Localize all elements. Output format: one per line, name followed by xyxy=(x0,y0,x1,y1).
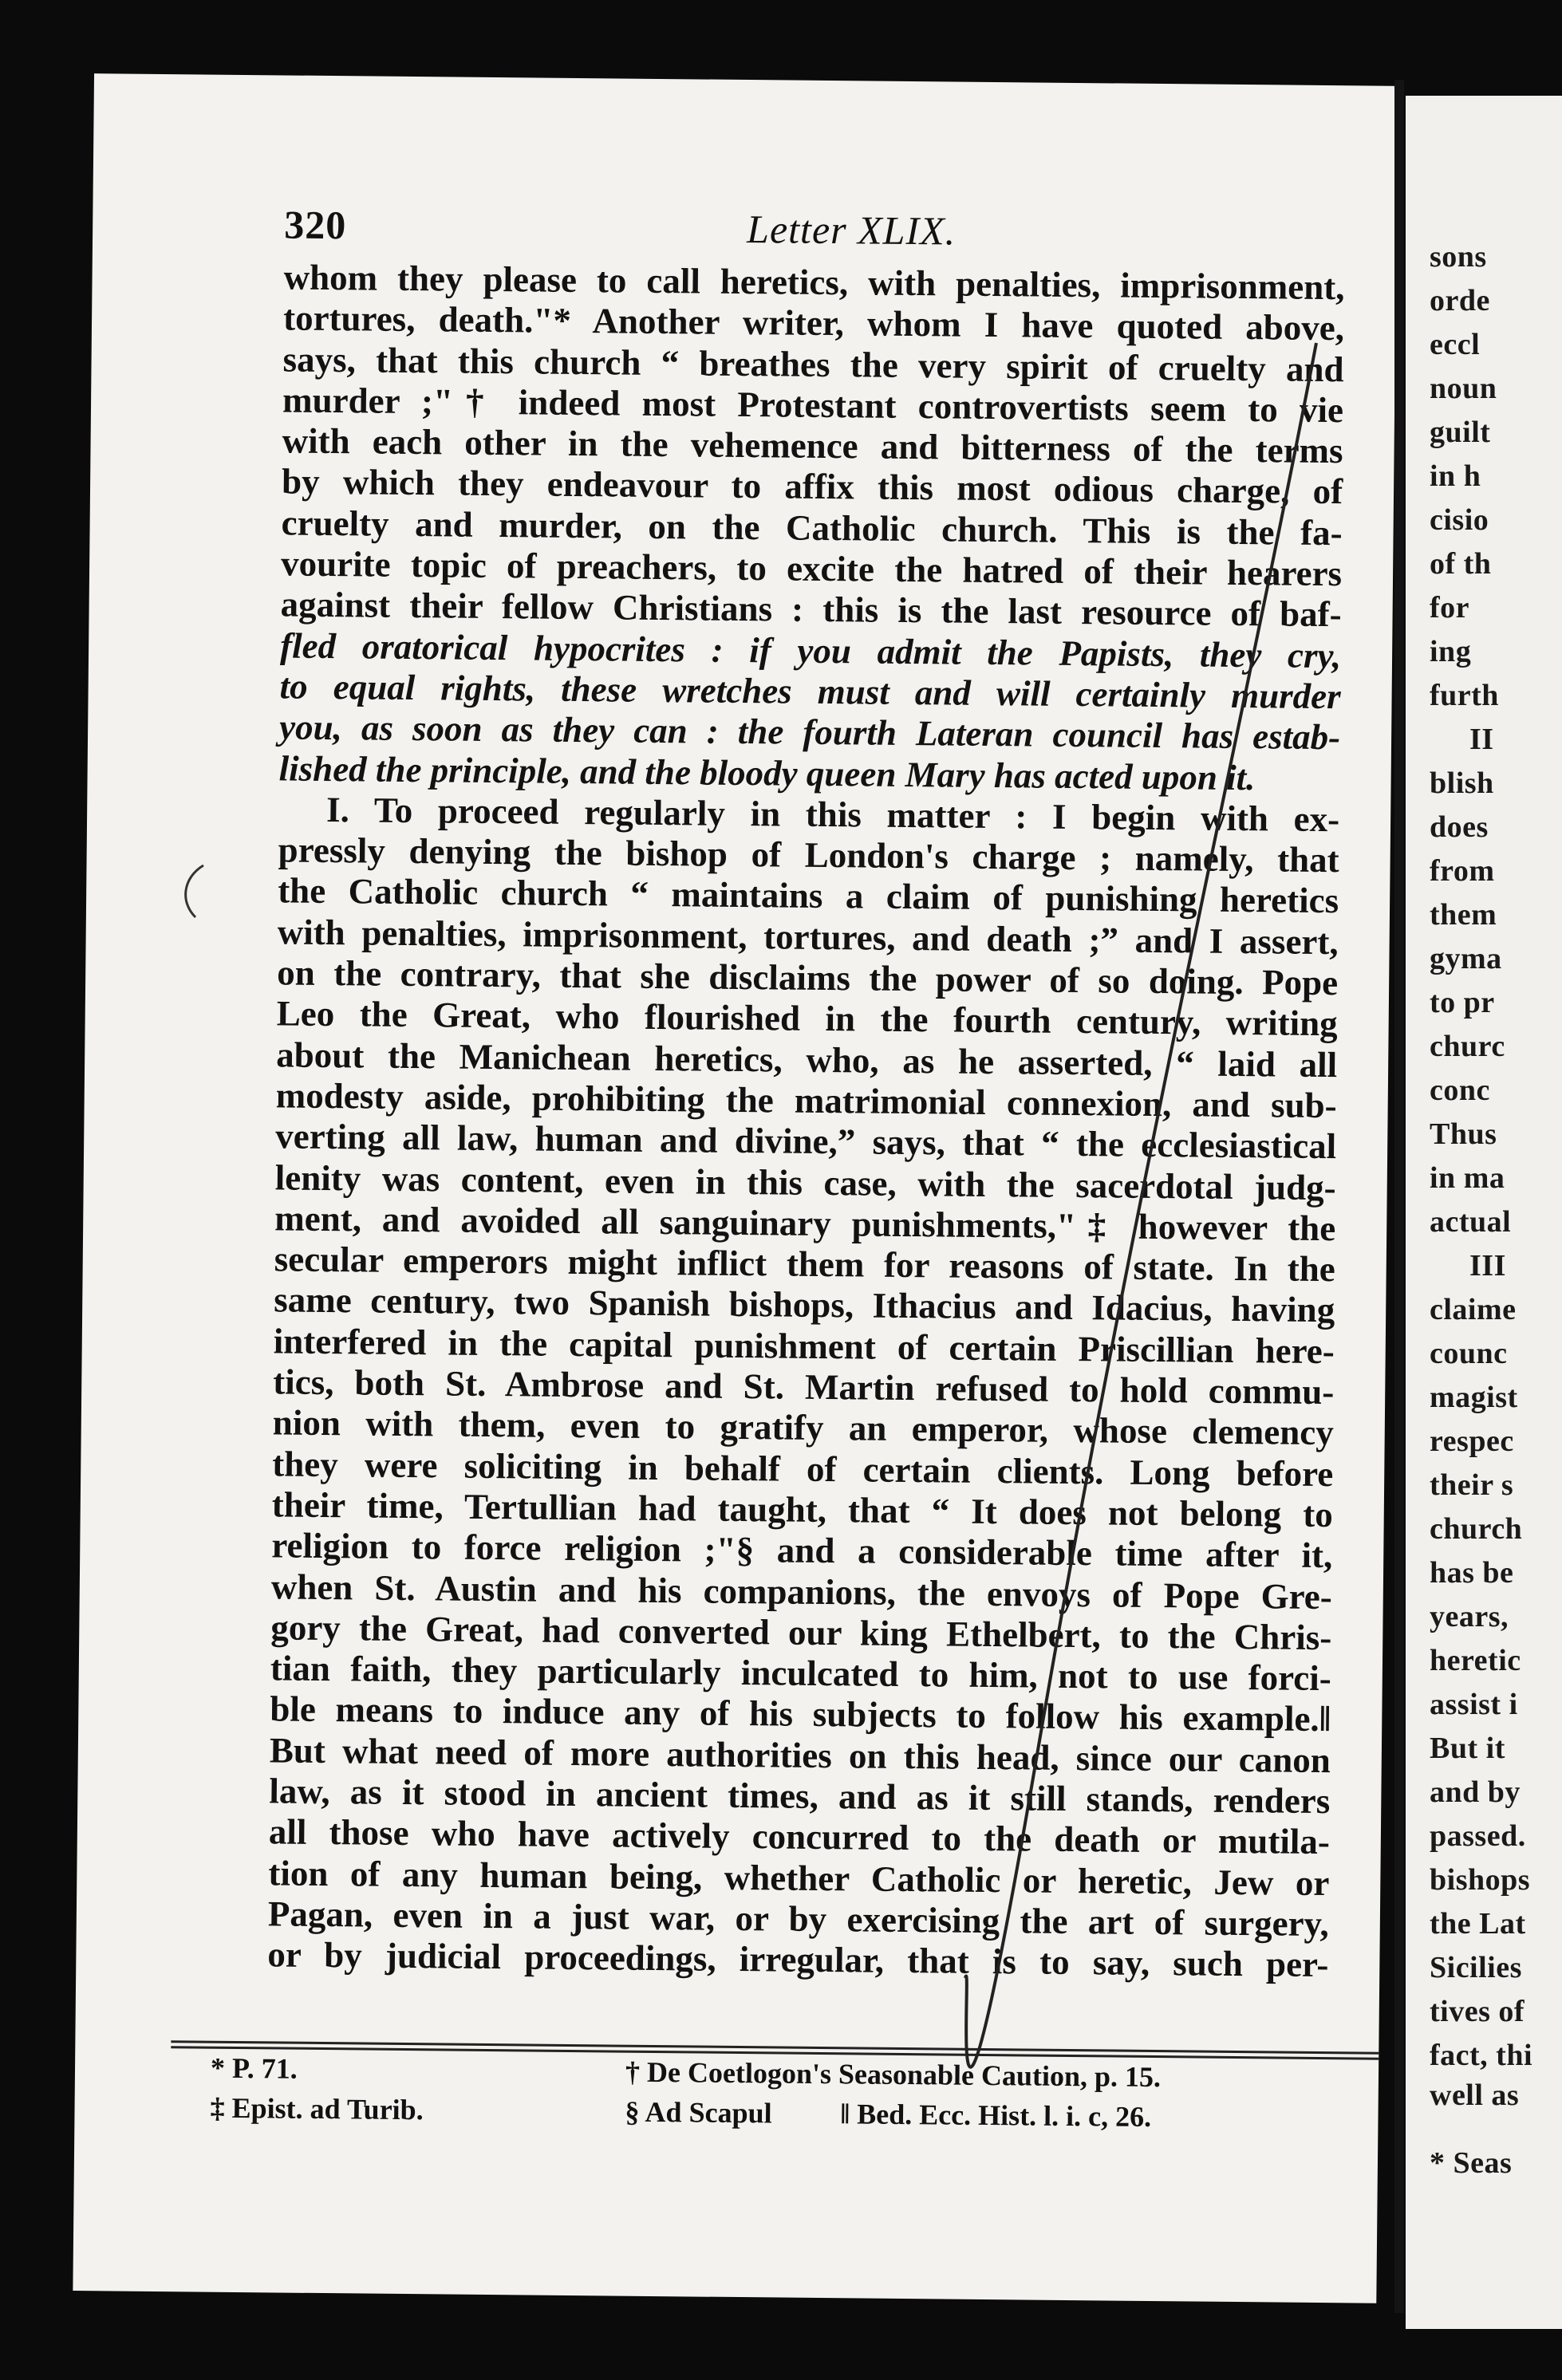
text-line: Pagan, even in a just war, or by exercising the art of surgery, xyxy=(267,1893,1330,1944)
adjacent-page-text: ing xyxy=(1430,635,1472,668)
text-line: lished the principle, and the bloody queen Mary has acted upon it. xyxy=(278,747,1256,798)
text-line: vourite topic of preachers, to excite the hatred of their hearers xyxy=(280,543,1343,594)
text-line: with each other in the vehemence and bitterness of the terms xyxy=(282,420,1343,471)
text-line: verting all law, human and divine,” says, that “ the ecclesiastical xyxy=(275,1116,1337,1167)
adjacent-page-text: sons xyxy=(1430,240,1487,274)
text-line: about the Manichean heretics, who, as he asserted, “ laid all xyxy=(276,1034,1338,1085)
adjacent-page-text: II xyxy=(1469,723,1494,756)
footnote: § Ad Scapul xyxy=(625,2095,772,2130)
text-line: when St. Austin and his companions, the envoys of Pope Gre- xyxy=(270,1566,1333,1617)
text-line: tortures, death."* Another writer, whom I have quoted above, xyxy=(282,298,1345,349)
adjacent-page-text: bishops xyxy=(1430,1863,1531,1897)
text-line: against their fellow Christians : this is the last resource of baf- xyxy=(280,584,1342,635)
adjacent-page-text: does xyxy=(1430,810,1489,844)
adjacent-page-text: gyma xyxy=(1430,942,1502,975)
adjacent-page-text: passed. xyxy=(1430,1819,1526,1853)
adjacent-page-text: Sicilies xyxy=(1430,1951,1522,1984)
text-line: secular emperors might inflict them for reasons of state. In the xyxy=(274,1239,1335,1290)
footnote: † De Coetlogon's Seasonable Caution, p. 15. xyxy=(625,2055,1162,2094)
text-line: interfered in the capital punishment of certain Priscillian here- xyxy=(273,1321,1335,1371)
adjacent-page-text: assist i xyxy=(1430,1688,1518,1721)
adjacent-page-text: to pr xyxy=(1430,986,1495,1019)
text-line: you, as soon as they can : the fourth Lateran council has estab- xyxy=(278,707,1341,758)
text-line: fled oratorical hypocrites : if you admit the Papists, they cry, xyxy=(279,625,1342,676)
adjacent-page-text: eccl xyxy=(1430,328,1481,361)
adjacent-page-text: well as xyxy=(1430,2079,1520,2112)
text-line: tion of any human being, whether Catholic or heretic, Jew or xyxy=(268,1852,1330,1903)
adjacent-page-text: magist xyxy=(1430,1381,1518,1414)
adjacent-page-text: fact, thi xyxy=(1430,2039,1533,2072)
text-line: their time, Tertullian had taught, that “ It does not belong to xyxy=(271,1484,1334,1535)
adjacent-page-text: them xyxy=(1430,898,1497,932)
adjacent-page-text: conc xyxy=(1430,1074,1490,1107)
text-line: they were soliciting in behalf of certain clients. Long before xyxy=(272,1443,1334,1494)
footnote: ‖ Bed. Ecc. Hist. l. i. c, 26. xyxy=(840,2098,1152,2133)
text-line: religion to force religion ;"§ and a considerable time after it, xyxy=(271,1525,1333,1576)
adjacent-page-text: the Lat xyxy=(1430,1907,1526,1941)
adjacent-page-text: of th xyxy=(1430,547,1492,581)
text-line: I. To proceed regularly in this matter : I begin with ex- xyxy=(325,789,1340,840)
adjacent-page-text: III xyxy=(1469,1249,1506,1283)
adjacent-page-text: respec xyxy=(1430,1424,1514,1458)
footnote: ‡ Epist. ad Turib. xyxy=(210,2091,424,2126)
adjacent-page-text: in ma xyxy=(1430,1161,1505,1195)
adjacent-page-text: noun xyxy=(1430,372,1497,405)
adjacent-page-text: for xyxy=(1430,591,1470,625)
text-line: same century, two Spanish bishops, Ithacius and Idacius, having xyxy=(274,1279,1335,1330)
adjacent-page-text: actual xyxy=(1430,1205,1512,1239)
text-line: ble means to induce any of his subjects to follow his example.‖ xyxy=(270,1688,1331,1740)
adjacent-page-text: blish xyxy=(1430,766,1494,800)
text-line: lenity was content, even in this case, with the sacerdotal judg- xyxy=(274,1157,1336,1208)
text-line: or by judicial proceedings, irregular, that is to say, such per- xyxy=(267,1934,1329,1985)
adjacent-page-text: in h xyxy=(1430,459,1481,493)
text-line: whom they please to call heretics, with penalties, imprisonment, xyxy=(283,257,1345,308)
adjacent-page-text: years, xyxy=(1430,1600,1509,1633)
adjacent-page-text: cisio xyxy=(1430,503,1489,537)
page-gutter xyxy=(1394,80,1404,2313)
text-line: But what need of more authorities on this head, since our canon xyxy=(269,1730,1331,1780)
text-line: cruelty and murder, on the Catholic church. This is the fa- xyxy=(281,502,1343,553)
text-line: gory the Great, had converted our king Ethelbert, to the Chris- xyxy=(270,1607,1332,1657)
adjacent-page-text: * Seas xyxy=(1430,2146,1513,2180)
page-number: 320 xyxy=(283,202,347,248)
text-line: all those who have actively concurred to the death or mutila- xyxy=(268,1811,1331,1862)
adjacent-page-text: But it xyxy=(1430,1732,1505,1765)
text-line: Leo the Great, who flourished in the fourth century, writing xyxy=(276,993,1338,1044)
text-line: with penalties, imprisonment, tortures, and death ;” and I assert, xyxy=(277,912,1339,962)
text-line: by which they endeavour to affix this most odious charge, of xyxy=(281,461,1343,512)
adjacent-page-text: tives of xyxy=(1430,1995,1525,2028)
footnote: * P. 71. xyxy=(210,2051,298,2085)
adjacent-page-text: from xyxy=(1430,854,1495,888)
adjacent-page-text: churc xyxy=(1430,1030,1505,1063)
adjacent-page-text: furth xyxy=(1430,679,1499,712)
text-line: tics, both St. Ambrose and St. Martin refused to hold commu- xyxy=(273,1361,1335,1413)
adjacent-page-text: and by xyxy=(1430,1775,1521,1809)
text-line: murder ;"† indeed most Protestant controvertists seem to vie xyxy=(282,380,1344,431)
adjacent-page-text: heretic xyxy=(1430,1644,1521,1677)
adjacent-page-text: guilt xyxy=(1430,416,1491,449)
adjacent-page-text: claime xyxy=(1430,1293,1517,1326)
adjacent-page-text: Thus xyxy=(1430,1117,1497,1151)
adjacent-page-text: has be xyxy=(1430,1556,1514,1590)
text-line: the Catholic church “ maintains a claim of punishing heretics xyxy=(277,870,1339,921)
body-text xyxy=(267,257,1345,1985)
text-line: on the contrary, that she disclaims the power of so doing. Pope xyxy=(276,952,1339,1003)
text-line: tian faith, they particularly inculcated to him, not to use forci- xyxy=(270,1648,1332,1699)
adjacent-page-text: their s xyxy=(1430,1468,1514,1502)
book-page xyxy=(73,73,1398,2303)
running-head: Letter XLIX. xyxy=(746,207,957,254)
text-line: to equal rights, these wretches must and will certainly murder xyxy=(279,666,1341,717)
text-line: pressly denying the bishop of London's charge ; namely, that xyxy=(278,829,1339,881)
adjacent-page-text: counc xyxy=(1430,1337,1508,1370)
text-line: ment, and avoided all sanguinary punishments,"‡ however the xyxy=(274,1198,1336,1248)
text-line: law, as it stood in ancient times, and as it still stands, renders xyxy=(269,1771,1331,1822)
adjacent-page-text: church xyxy=(1430,1512,1523,1546)
text-line: says, that this church “ breathes the very spirit of cruelty and xyxy=(282,339,1344,389)
adjacent-page-edge xyxy=(1406,96,1562,2329)
text-line: nion with them, even to gratify an emperor, whose clemency xyxy=(272,1402,1334,1453)
adjacent-page-text: orde xyxy=(1430,284,1490,317)
text-line: modesty aside, prohibiting the matrimonial connexion, and sub- xyxy=(275,1075,1337,1126)
